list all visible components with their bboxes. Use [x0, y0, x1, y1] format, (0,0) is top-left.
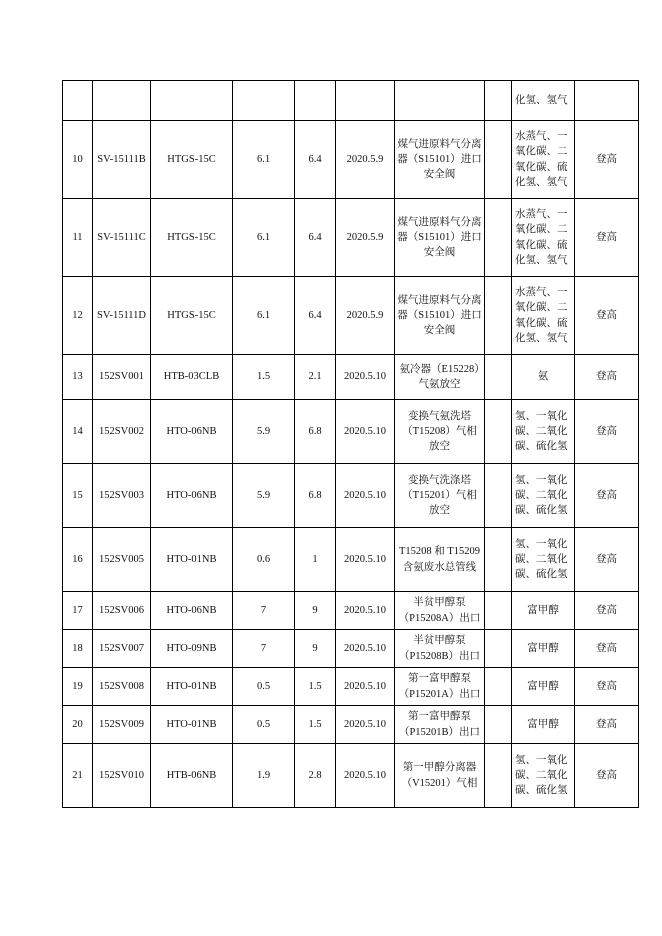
cell-no: 15 — [63, 464, 93, 528]
cell-spacer — [485, 630, 512, 668]
safety-valve-table — [62, 80, 639, 808]
cell-discharge-pressure: 2.1 — [295, 355, 336, 400]
cell-spacer — [485, 81, 512, 121]
cell-description: T15208 和 T15209 含氨废水总管线 — [395, 528, 485, 592]
cell-description: 第一富甲醇泵（P15201B）出口 — [395, 706, 485, 744]
table-row — [63, 464, 639, 528]
cell-model — [151, 81, 233, 121]
cell-tag: 152SV003 — [93, 464, 151, 528]
cell-date: 2020.5.10 — [336, 355, 395, 400]
cell-date: 2020.5.10 — [336, 528, 395, 592]
cell-spacer — [485, 464, 512, 528]
cell-model: HTO-09NB — [151, 630, 233, 668]
cell-set-pressure: 6.1 — [233, 121, 295, 199]
cell-discharge-pressure: 6.4 — [295, 277, 336, 355]
cell-method: 登高 — [575, 400, 639, 464]
cell-media: 富甲醇 — [512, 668, 575, 706]
table-row — [63, 706, 639, 744]
cell-tag: 152SV005 — [93, 528, 151, 592]
cell-method: 登高 — [575, 199, 639, 277]
cell-spacer — [485, 121, 512, 199]
cell-description: 煤气进原料气分离器（S15101）进口安全阀 — [395, 277, 485, 355]
cell-discharge-pressure: 1 — [295, 528, 336, 592]
cell-model: HTGS-15C — [151, 277, 233, 355]
cell-description: 半贫甲醇泵（P15208B）出口 — [395, 630, 485, 668]
cell-set-pressure: 0.6 — [233, 528, 295, 592]
cell-media: 化氢、氢气 — [512, 81, 575, 121]
cell-date: 2020.5.10 — [336, 744, 395, 808]
cell-set-pressure: 1.5 — [233, 355, 295, 400]
cell-no: 12 — [63, 277, 93, 355]
cell-set-pressure: 1.9 — [233, 744, 295, 808]
cell-model: HTO-06NB — [151, 464, 233, 528]
cell-description — [395, 81, 485, 121]
cell-media: 水蒸气、一氧化碳、二氧化碳、硫化氢、氢气 — [512, 121, 575, 199]
cell-description: 变换气洗涤塔（T15201）气相放空 — [395, 464, 485, 528]
cell-tag: 152SV010 — [93, 744, 151, 808]
cell-method: 登高 — [575, 277, 639, 355]
cell-method: 登高 — [575, 528, 639, 592]
cell-date: 2020.5.10 — [336, 668, 395, 706]
cell-date: 2020.5.10 — [336, 630, 395, 668]
cell-no: 14 — [63, 400, 93, 464]
cell-no: 10 — [63, 121, 93, 199]
cell-discharge-pressure — [295, 81, 336, 121]
cell-no: 11 — [63, 199, 93, 277]
cell-spacer — [485, 744, 512, 808]
cell-spacer — [485, 277, 512, 355]
cell-spacer — [485, 528, 512, 592]
cell-method: 登高 — [575, 464, 639, 528]
cell-media: 富甲醇 — [512, 592, 575, 630]
cell-model: HTGS-15C — [151, 199, 233, 277]
cell-discharge-pressure: 6.4 — [295, 199, 336, 277]
cell-tag: SV-15111C — [93, 199, 151, 277]
cell-description: 氨冷器（E15228）气氨放空 — [395, 355, 485, 400]
table-row — [63, 668, 639, 706]
cell-method: 登高 — [575, 592, 639, 630]
cell-set-pressure: 6.1 — [233, 199, 295, 277]
cell-media: 水蒸气、一氧化碳、二氧化碳、硫化氢、氢气 — [512, 277, 575, 355]
cell-date: 2020.5.10 — [336, 464, 395, 528]
cell-media: 氢、一氧化碳、二氧化碳、硫化氢 — [512, 528, 575, 592]
cell-spacer — [485, 592, 512, 630]
cell-no: 19 — [63, 668, 93, 706]
cell-discharge-pressure: 1.5 — [295, 668, 336, 706]
cell-set-pressure: 7 — [233, 630, 295, 668]
table-body — [63, 81, 639, 808]
cell-media: 氢、一氧化碳、二氧化碳、硫化氢 — [512, 400, 575, 464]
cell-no: 18 — [63, 630, 93, 668]
cell-set-pressure: 5.9 — [233, 400, 295, 464]
cell-model: HTO-06NB — [151, 400, 233, 464]
cell-description: 半贫甲醇泵（P15208A）出口 — [395, 592, 485, 630]
cell-description: 煤气进原料气分离器（S15101）进口安全阀 — [395, 199, 485, 277]
cell-date: 2020.5.10 — [336, 706, 395, 744]
table-row — [63, 199, 639, 277]
cell-spacer — [485, 400, 512, 464]
cell-spacer — [485, 355, 512, 400]
cell-no: 17 — [63, 592, 93, 630]
cell-model: HTO-01NB — [151, 706, 233, 744]
table-container — [62, 80, 617, 808]
cell-date: 2020.5.9 — [336, 121, 395, 199]
cell-method: 登高 — [575, 355, 639, 400]
table-row — [63, 121, 639, 199]
cell-date: 2020.5.10 — [336, 592, 395, 630]
cell-set-pressure — [233, 81, 295, 121]
table-row — [63, 277, 639, 355]
cell-model: HTB-03CLB — [151, 355, 233, 400]
cell-method — [575, 81, 639, 121]
table-row — [63, 630, 639, 668]
cell-set-pressure: 0.5 — [233, 668, 295, 706]
cell-tag: 152SV001 — [93, 355, 151, 400]
cell-media: 氢、一氧化碳、二氧化碳、硫化氢 — [512, 464, 575, 528]
cell-method: 登高 — [575, 744, 639, 808]
cell-method: 登高 — [575, 630, 639, 668]
table-row — [63, 355, 639, 400]
cell-discharge-pressure: 6.8 — [295, 464, 336, 528]
table-row — [63, 592, 639, 630]
cell-date: 2020.5.9 — [336, 277, 395, 355]
cell-method: 登高 — [575, 121, 639, 199]
cell-date: 2020.5.9 — [336, 199, 395, 277]
cell-tag: SV-15111B — [93, 121, 151, 199]
cell-tag: 152SV008 — [93, 668, 151, 706]
cell-discharge-pressure: 6.4 — [295, 121, 336, 199]
cell-spacer — [485, 199, 512, 277]
cell-set-pressure: 0.5 — [233, 706, 295, 744]
cell-tag: SV-15111D — [93, 277, 151, 355]
cell-tag — [93, 81, 151, 121]
cell-tag: 152SV002 — [93, 400, 151, 464]
cell-spacer — [485, 668, 512, 706]
cell-date — [336, 81, 395, 121]
cell-media: 富甲醇 — [512, 630, 575, 668]
cell-discharge-pressure: 2.8 — [295, 744, 336, 808]
cell-discharge-pressure: 9 — [295, 630, 336, 668]
cell-method: 登高 — [575, 668, 639, 706]
cell-discharge-pressure: 6.8 — [295, 400, 336, 464]
cell-model: HTO-01NB — [151, 668, 233, 706]
cell-model: HTB-06NB — [151, 744, 233, 808]
table-row — [63, 400, 639, 464]
cell-model: HTO-01NB — [151, 528, 233, 592]
cell-model: HTO-06NB — [151, 592, 233, 630]
cell-tag: 152SV009 — [93, 706, 151, 744]
cell-set-pressure: 7 — [233, 592, 295, 630]
cell-no: 21 — [63, 744, 93, 808]
table-row — [63, 528, 639, 592]
cell-model: HTGS-15C — [151, 121, 233, 199]
cell-description: 第一富甲醇泵（P15201A）出口 — [395, 668, 485, 706]
table-row — [63, 744, 639, 808]
cell-media: 水蒸气、一氧化碳、二氧化碳、硫化氢、氢气 — [512, 199, 575, 277]
cell-tag: 152SV007 — [93, 630, 151, 668]
cell-date: 2020.5.10 — [336, 400, 395, 464]
cell-spacer — [485, 706, 512, 744]
cell-no: 16 — [63, 528, 93, 592]
cell-tag: 152SV006 — [93, 592, 151, 630]
cell-no: 20 — [63, 706, 93, 744]
table-row-continuation — [63, 81, 639, 121]
cell-discharge-pressure: 1.5 — [295, 706, 336, 744]
cell-discharge-pressure: 9 — [295, 592, 336, 630]
cell-no — [63, 81, 93, 121]
cell-set-pressure: 6.1 — [233, 277, 295, 355]
cell-media: 氢、一氧化碳、二氧化碳、硫化氢 — [512, 744, 575, 808]
cell-set-pressure: 5.9 — [233, 464, 295, 528]
cell-description: 第一甲醇分离器（V15201）气相 — [395, 744, 485, 808]
cell-no: 13 — [63, 355, 93, 400]
cell-media: 富甲醇 — [512, 706, 575, 744]
cell-media: 氨 — [512, 355, 575, 400]
cell-description: 变换气氨洗塔（T15208）气相放空 — [395, 400, 485, 464]
cell-description: 煤气进原料气分离器（S15101）进口安全阀 — [395, 121, 485, 199]
cell-method: 登高 — [575, 706, 639, 744]
